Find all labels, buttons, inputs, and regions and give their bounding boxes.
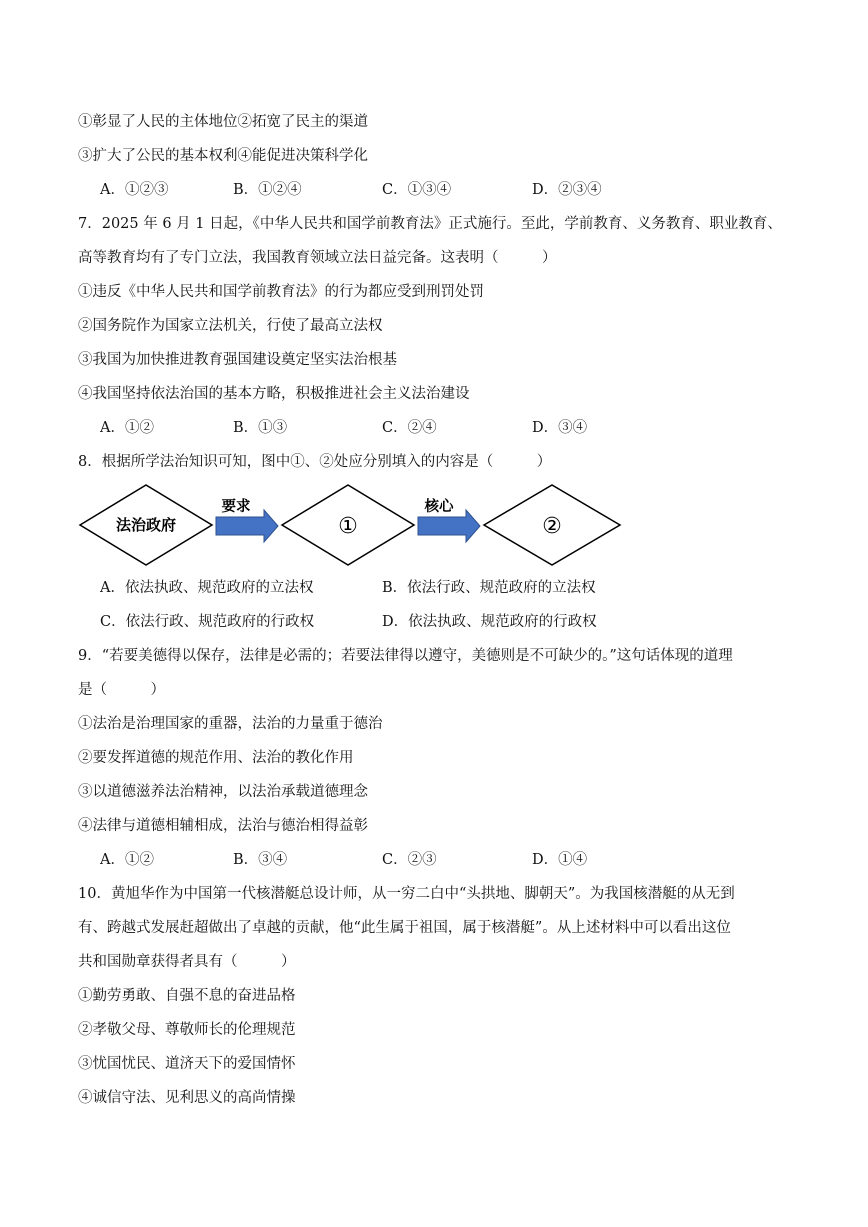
- q10-stem-line-3: 共和国勋章获得者具有（ ）: [78, 954, 296, 970]
- q8-flow-diagram: [78, 482, 623, 568]
- q10-item-2: ②孝敬父母、尊敬师长的伦理规范: [78, 1022, 296, 1038]
- q6-item-2: ③扩大了公民的基本权利④能促进决策科学化: [78, 148, 368, 164]
- q10-item-4: ④诚信守法、见利思义的高尚情操: [78, 1090, 296, 1106]
- option-d: D．③④: [532, 420, 588, 436]
- q6-item-1: ①彰显了人民的主体地位②拓宽了民主的渠道: [78, 114, 368, 130]
- q10-stem-line-2: 有、跨越式发展赶超做出了卓越的贡献，他“此生属于祖国，属于核潜艇”。从上述材料中可以看出这位: [78, 920, 731, 936]
- q7-item-2: ②国务院作为国家立法机关，行使了最高立法权: [78, 318, 383, 334]
- q9-item-3: ③以道德滋养法治精神，以法治承载道德理念: [78, 784, 368, 800]
- diagram-arrow-2-label: 核心: [424, 499, 454, 515]
- option-c: C．①③④: [382, 182, 452, 198]
- option-d: D．依法执政、规范政府的行政权: [382, 614, 597, 630]
- option-b: B．①③: [233, 420, 288, 436]
- option-a: A．①②: [100, 420, 154, 436]
- q10-item-3: ③忧国忧民、道济天下的爱国情怀: [78, 1056, 296, 1072]
- q7-item-3: ③我国为加快推进教育强国建设奠定坚实法治根基: [78, 352, 397, 368]
- q10-stem-line-1: 10．黄旭华作为中国第一代核潜艇总设计师，从一穷二白中“头拱地、脚朝天”。为我国核潜艇的从无到: [78, 886, 735, 902]
- option-c: C．依法行政、规范政府的行政权: [100, 614, 315, 630]
- option-d: D．①④: [532, 852, 588, 868]
- q7-item-1: ①违反《中华人民共和国学前教育法》的行为都应受到刑罚处罚: [78, 284, 484, 300]
- q10-item-1: ①勤劳勇敢、自强不息的奋进品格: [78, 988, 296, 1004]
- q9-item-1: ①法治是治理国家的重器，法治的力量重于德治: [78, 716, 383, 732]
- q7-item-4: ④我国坚持依法治国的基本方略，积极推进社会主义法治建设: [78, 386, 470, 402]
- q7-stem-line-2: 高等教育均有了专门立法，我国教育领域立法日益完备。这表明（ ）: [78, 250, 557, 266]
- diagram-box-3-label: ②: [542, 514, 562, 539]
- diagram-box-1-label: 法治政府: [115, 516, 177, 534]
- q9-item-2: ②要发挥道德的规范作用、法治的教化作用: [78, 750, 354, 766]
- option-d: D．②③④: [532, 182, 602, 198]
- diagram-arrow-1-label: 要求: [221, 499, 251, 515]
- q7-stem-line-1: 7．2025 年 6 月 1 日起，《中华人民共和国学前教育法》正式施行。至此，学前教育、义务教育、职业教育、: [78, 216, 782, 232]
- option-b: B．依法行政、规范政府的立法权: [382, 580, 596, 596]
- option-a: A．①②③: [100, 182, 169, 198]
- option-b: B．③④: [233, 852, 288, 868]
- q9-stem-line-1: 9．“若要美德得以保存，法律是必需的；若要法律得以遵守，美德则是不可缺少的。”这句话体现的道理: [78, 648, 733, 664]
- q8-stem: 8．根据所学法治知识可知，图中①、②处应分别填入的内容是（ ）: [78, 454, 552, 470]
- option-a: A．依法执政、规范政府的立法权: [100, 580, 314, 596]
- option-a: A．①②: [100, 852, 154, 868]
- option-c: C．②③: [382, 852, 437, 868]
- option-c: C．②④: [382, 420, 437, 436]
- diagram-box-2-label: ①: [338, 514, 358, 539]
- option-b: B．①②④: [233, 182, 302, 198]
- q9-item-4: ④法律与道德相辅相成，法治与德治相得益彰: [78, 818, 368, 834]
- q9-stem-line-2: 是（ ）: [78, 682, 165, 698]
